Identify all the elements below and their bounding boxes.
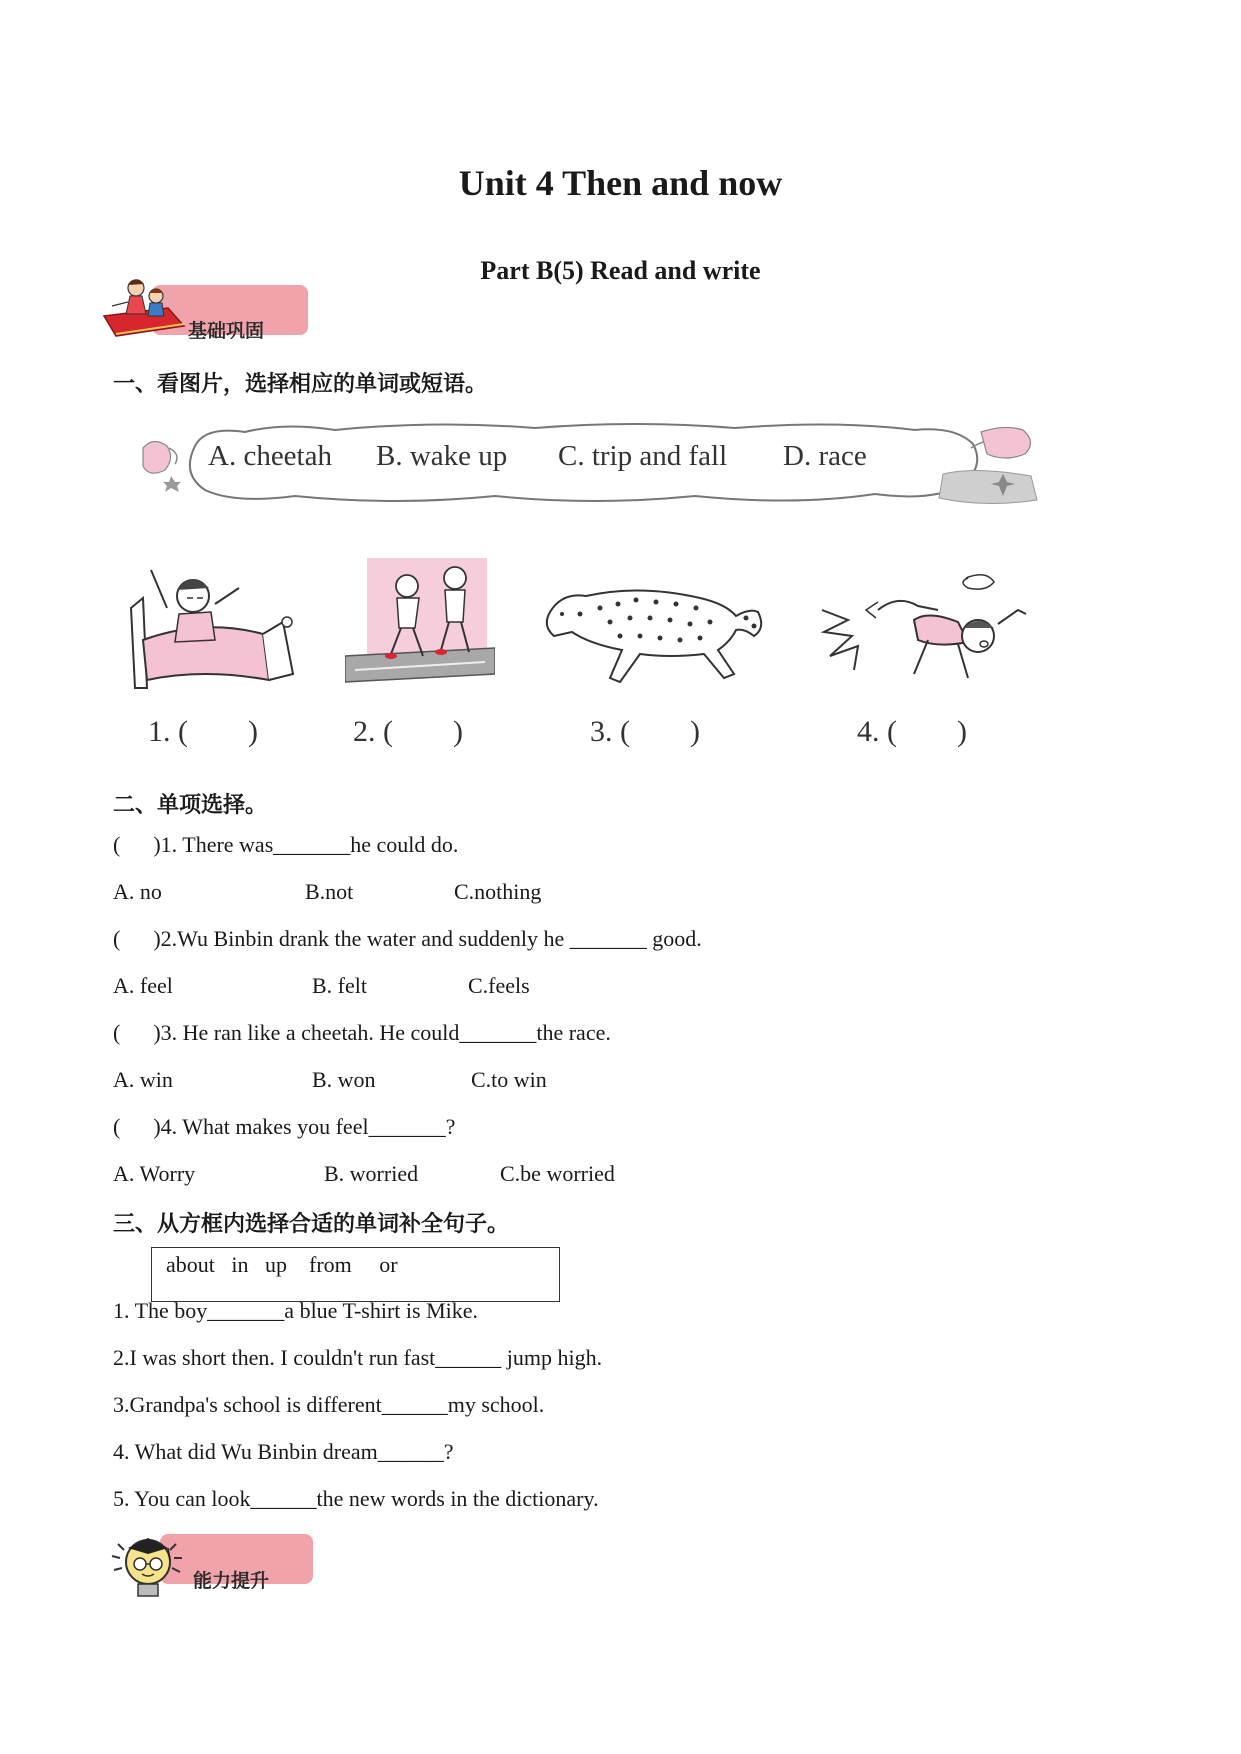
question-1-option-a: A. no [113, 879, 162, 904]
question-3-option-a: A. win [113, 1067, 173, 1092]
question-4-option-b: B. worried [324, 1161, 419, 1186]
question-1-option-c: C.nothing [454, 879, 542, 904]
banner-advanced-label: 能力提升 [193, 1570, 270, 1589]
question-2-option-a: A. feel [113, 973, 173, 998]
wake-up-picture [123, 548, 303, 694]
section2-heading: 二、单项选择。 [113, 793, 268, 818]
question-4: ( )4. What makes you feel_______? [113, 1114, 456, 1139]
option-d: D. race [783, 440, 867, 472]
number-1: 1. ( ) [148, 715, 258, 748]
question-3-option-b: B. won [312, 1067, 376, 1092]
reading-children-icon [98, 266, 194, 340]
sentence-1: 1. The boy_______a blue T-shirt is Mike. [113, 1298, 479, 1323]
trip-and-fall-picture [818, 570, 1038, 690]
question-2-option-c: C.feels [468, 973, 530, 998]
sentence-3: 3.Grandpa's school is different______my school. [113, 1392, 545, 1417]
question-2-option-b: B. felt [312, 973, 367, 998]
sentence-2: 2.I was short then. I couldn't run fast______ jump high. [113, 1345, 603, 1370]
number-4: 4. ( ) [857, 715, 967, 748]
word-box-words: about in up from or [166, 1252, 398, 1277]
section1-heading: 一、看图片，选择相应的单词或短语。 [113, 372, 488, 397]
section3-heading: 三、从方框内选择合适的单词补全句子。 [113, 1212, 510, 1237]
race-picture [345, 552, 495, 686]
question-4-option-c: C.be worried [500, 1161, 615, 1186]
question-1-option-b: B.not [305, 879, 354, 904]
question-2: ( )2.Wu Binbin drank the water and suddenly he _______ good. [113, 926, 702, 951]
option-a: A. cheetah [208, 440, 332, 472]
lightbulb-icon [108, 1526, 190, 1600]
option-b: B. wake up [376, 440, 508, 472]
question-3-option-c: C.to win [471, 1067, 547, 1092]
sentence-5: 5. You can look______the new words in the dictionary. [113, 1486, 599, 1511]
option-c: C. trip and fall [558, 440, 728, 472]
question-4-option-a: A. Worry [113, 1161, 196, 1186]
cheetah-picture [540, 578, 770, 690]
banner-basic-label: 基础巩固 [188, 320, 265, 339]
page-title: Unit 4 Then and now [458, 163, 783, 203]
question-3: ( )3. He ran like a cheetah. He could_______the race. [113, 1020, 611, 1045]
sentence-4: 4. What did Wu Binbin dream______? [113, 1439, 454, 1464]
page-subtitle: Part B(5) Read and write [480, 256, 761, 285]
number-2: 2. ( ) [353, 715, 463, 748]
question-1: ( )1. There was_______he could do. [113, 832, 459, 857]
number-3: 3. ( ) [590, 715, 700, 748]
